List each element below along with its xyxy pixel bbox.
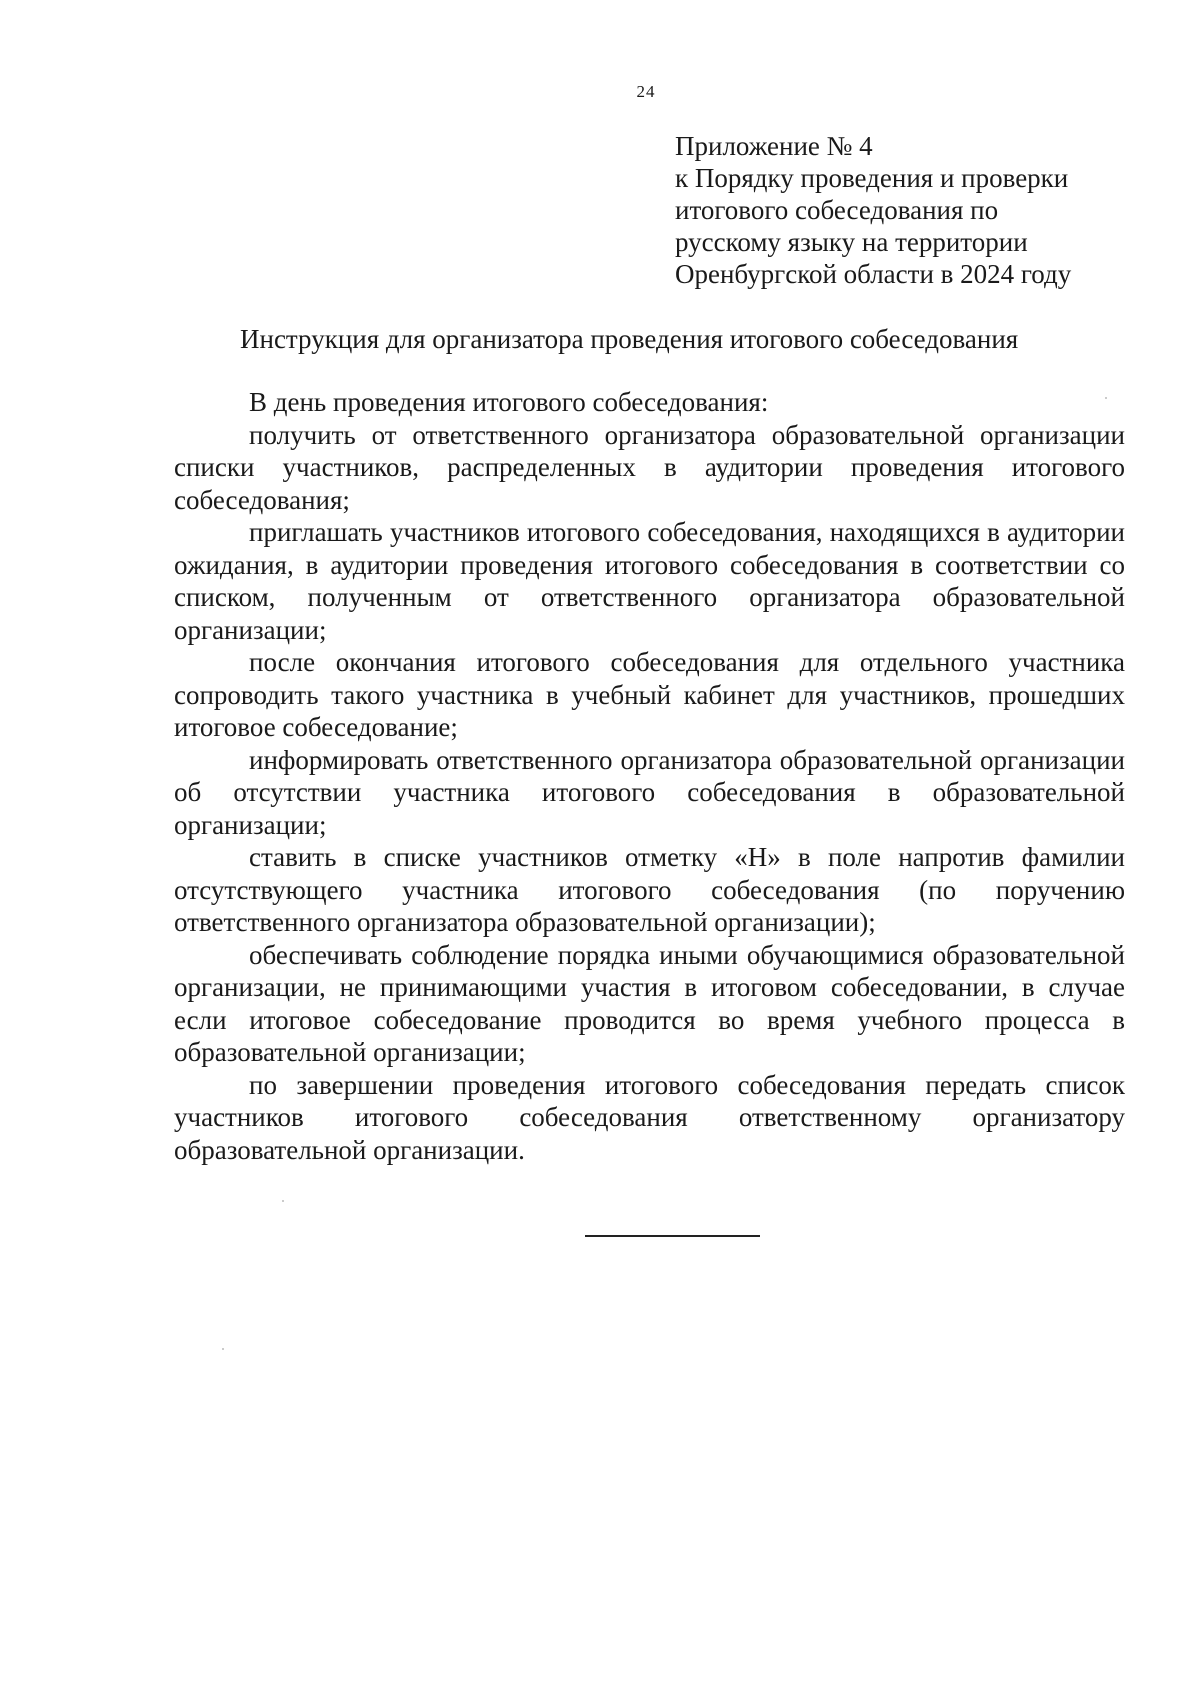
instruction-item: приглашать участников итогового собеседования, находящихся в аудитории ожидания, в аудитории проведения итогового собеседования в соответствии со списком, полученным от ответственного организатора образовательной организации;: [174, 517, 1125, 645]
instruction-item: ставить в списке участников отметку «Н» в поле напротив фамилии отсутствующего участника итогового собеседования (по поручению ответственного организатора образовательной организации);: [174, 842, 1125, 937]
intro-line: В день проведения итогового собеседования:: [249, 387, 769, 417]
appendix-line: Оренбургской области в 2024 году: [675, 259, 1072, 289]
appendix-line: итогового собеседования по: [675, 195, 999, 225]
instruction-item: обеспечивать соблюдение порядка иными обучающимися образовательной организации, не принимающими участия в итоговом собеседовании, в случае если итоговое собеседование проводится во время учебного процесса в образовательной организации;: [174, 939, 1125, 1067]
page-number: 24: [636, 82, 656, 101]
instruction-item: по завершении проведения итогового собеседования передать список участников итогового собеседования ответственному организатору образовательной организации.: [174, 1069, 1125, 1165]
document-title: Инструкция для организатора проведения итогового собеседования: [240, 324, 1019, 354]
appendix-line: к Порядку проведения и проверки: [675, 163, 1069, 193]
instruction-item: после окончания итогового собеседования для отдельного участника сопроводить такого участника в учебный кабинет для участников, прошедших итоговое собеседование;: [174, 647, 1125, 742]
instruction-item: информировать ответственного организатора образовательной организации об отсутствии участника итогового собеседования в образовательной организации;: [174, 744, 1125, 840]
end-divider: [585, 1235, 760, 1237]
appendix-line: Приложение № 4: [675, 131, 873, 161]
scan-speck: [1105, 397, 1107, 399]
scan-speck: [282, 1200, 284, 1202]
instruction-item: получить от ответственного организатора образовательной организации списки участников, распределенных в аудитории проведения итогового собеседования;: [174, 419, 1125, 515]
scan-speck: [222, 1348, 224, 1350]
instruction-body: [174, 386, 1125, 1166]
appendix-header: [675, 130, 1155, 290]
appendix-line: русскому языку на территории: [675, 227, 1028, 257]
